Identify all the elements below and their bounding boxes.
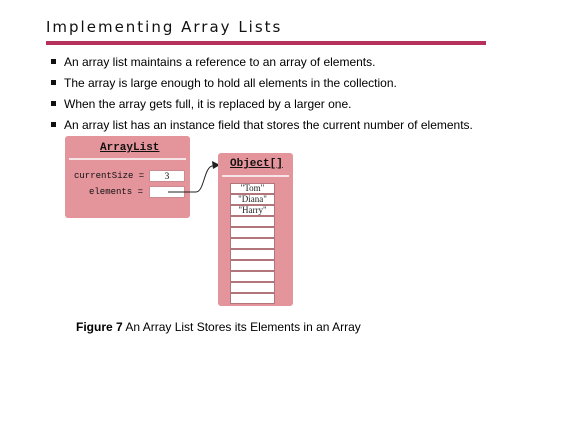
- bullet-square-icon: [51, 122, 56, 127]
- bullet-item: [46, 94, 566, 115]
- bullet-text: When the array gets full, it is replaced by a larger one.: [64, 97, 352, 111]
- current-size-value: 3: [149, 170, 185, 182]
- object-array-box-title: Object[]: [230, 158, 283, 170]
- bullet-item: [46, 73, 566, 94]
- array-slot: [230, 249, 275, 260]
- elements-value: [149, 186, 185, 198]
- bullet-text: An array list has an instance field that stores the current number of elements.: [64, 118, 473, 132]
- bullet-item: [46, 52, 566, 73]
- figure-caption: [76, 320, 361, 334]
- array-slot: [230, 271, 275, 282]
- box-divider: [69, 158, 186, 160]
- bullet-list: [46, 52, 566, 136]
- object-array-box: [218, 153, 293, 306]
- figure-label: Figure 7: [76, 320, 123, 334]
- elements-label: elements =: [89, 187, 144, 197]
- bullet-item: [46, 115, 566, 136]
- array-slot: [230, 216, 275, 227]
- bullet-square-icon: [51, 59, 56, 64]
- current-size-label: currentSize =: [74, 171, 145, 181]
- array-slot: "Harry": [230, 205, 275, 216]
- array-slot: "Diana": [230, 194, 275, 205]
- box-divider: [222, 175, 289, 177]
- figure-caption-text: An Array List Stores its Elements in an Array: [125, 320, 361, 334]
- array-slot: [230, 282, 275, 293]
- array-slot: [230, 293, 275, 304]
- array-slot: "Tom": [230, 183, 275, 194]
- bullet-text: The array is large enough to hold all elements in the collection.: [64, 76, 397, 90]
- array-slot: [230, 227, 275, 238]
- page-title: Implementing Array Lists: [46, 18, 283, 36]
- arraylist-box: [65, 136, 190, 218]
- array-slot: [230, 260, 275, 271]
- title-underline: [46, 41, 486, 45]
- bullet-square-icon: [51, 80, 56, 85]
- bullet-square-icon: [51, 101, 56, 106]
- arraylist-box-title: ArrayList: [100, 142, 160, 154]
- bullet-text: An array list maintains a reference to an array of elements.: [64, 55, 376, 69]
- array-slot: [230, 238, 275, 249]
